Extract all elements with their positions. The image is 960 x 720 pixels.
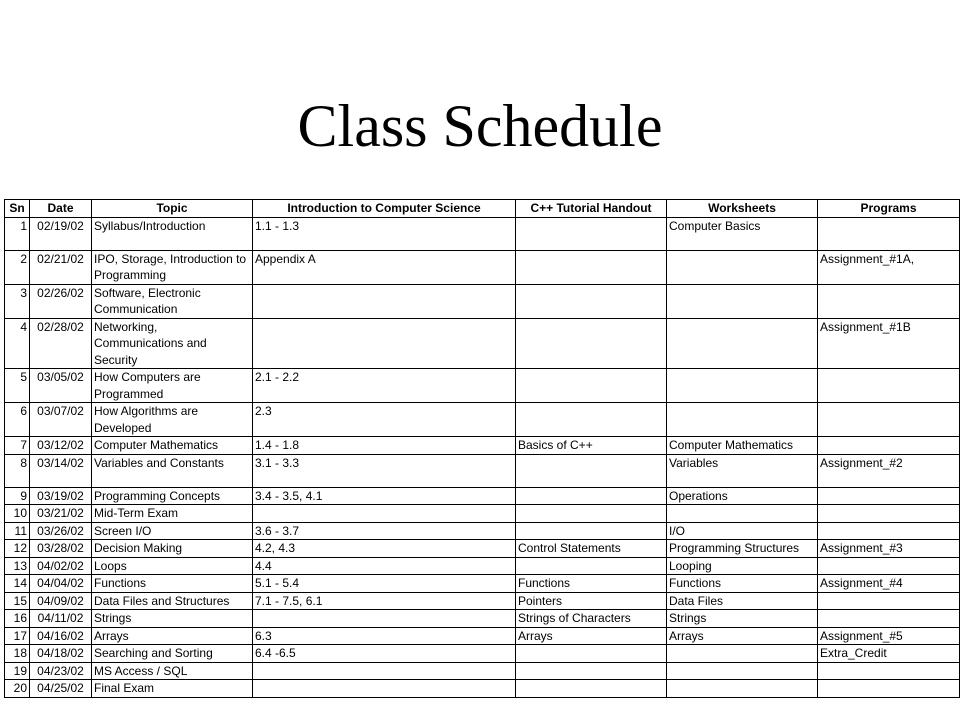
cell-programs — [818, 592, 960, 610]
cell-topic: Functions — [92, 575, 253, 593]
cell-sn: 13 — [5, 557, 30, 575]
cell-programs: Assignment_#1A, — [818, 250, 960, 284]
cell-topic: Variables and Constants — [92, 454, 253, 487]
cell-cpp-handout — [516, 454, 667, 487]
cell-topic: Loops — [92, 557, 253, 575]
cell-programs: Assignment_#1B — [818, 318, 960, 369]
cell-worksheets: Programming Structures — [667, 540, 818, 558]
cell-date: 04/09/02 — [30, 592, 92, 610]
cell-cpp-handout — [516, 505, 667, 523]
table-row — [5, 610, 960, 628]
table-row — [5, 645, 960, 663]
cell-cpp-handout: Functions — [516, 575, 667, 593]
cell-topic: Screen I/O — [92, 522, 253, 540]
cell-intro-cs: 3.6 - 3.7 — [253, 522, 516, 540]
cell-cpp-handout: Basics of C++ — [516, 437, 667, 455]
cell-programs — [818, 505, 960, 523]
table-row — [5, 522, 960, 540]
cell-cpp-handout: Control Statements — [516, 540, 667, 558]
cell-programs — [818, 522, 960, 540]
cell-programs — [818, 437, 960, 455]
cell-topic: Strings — [92, 610, 253, 628]
table-row — [5, 627, 960, 645]
table-body — [5, 217, 960, 697]
header-programs: Programs — [818, 200, 960, 218]
cell-programs — [818, 403, 960, 437]
cell-sn: 7 — [5, 437, 30, 455]
cell-cpp-handout — [516, 318, 667, 369]
cell-worksheets: Computer Basics — [667, 217, 818, 250]
cell-worksheets — [667, 369, 818, 403]
cell-intro-cs: 3.1 - 3.3 — [253, 454, 516, 487]
cell-intro-cs — [253, 662, 516, 680]
page-title: Class Schedule — [297, 93, 663, 159]
cell-intro-cs — [253, 680, 516, 698]
cell-topic: Arrays — [92, 627, 253, 645]
cell-sn: 16 — [5, 610, 30, 628]
cell-date: 02/19/02 — [30, 217, 92, 250]
cell-worksheets — [667, 662, 818, 680]
cell-programs — [818, 662, 960, 680]
cell-intro-cs — [253, 318, 516, 369]
cell-intro-cs: 1.4 - 1.8 — [253, 437, 516, 455]
table-row — [5, 403, 960, 437]
cell-worksheets — [667, 505, 818, 523]
cell-topic: Syllabus/Introduction — [92, 217, 253, 250]
cell-topic: How Computers are Programmed — [92, 369, 253, 403]
cell-programs: Assignment_#5 — [818, 627, 960, 645]
cell-sn: 19 — [5, 662, 30, 680]
cell-cpp-handout — [516, 487, 667, 505]
cell-cpp-handout — [516, 522, 667, 540]
cell-sn: 5 — [5, 369, 30, 403]
cell-topic: Final Exam — [92, 680, 253, 698]
cell-intro-cs: Appendix A — [253, 250, 516, 284]
cell-worksheets: Variables — [667, 454, 818, 487]
cell-topic: Decision Making — [92, 540, 253, 558]
cell-worksheets — [667, 680, 818, 698]
cell-intro-cs: 2.1 - 2.2 — [253, 369, 516, 403]
cell-date: 04/23/02 — [30, 662, 92, 680]
cell-worksheets: I/O — [667, 522, 818, 540]
cell-worksheets — [667, 318, 818, 369]
cell-cpp-handout: Arrays — [516, 627, 667, 645]
cell-sn: 4 — [5, 318, 30, 369]
cell-worksheets: Operations — [667, 487, 818, 505]
cell-sn: 10 — [5, 505, 30, 523]
cell-worksheets: Computer Mathematics — [667, 437, 818, 455]
cell-topic: Mid-Term Exam — [92, 505, 253, 523]
cell-programs — [818, 557, 960, 575]
cell-programs — [818, 369, 960, 403]
cell-sn: 1 — [5, 217, 30, 250]
cell-sn: 3 — [5, 284, 30, 318]
cell-sn: 12 — [5, 540, 30, 558]
cell-topic: MS Access / SQL — [92, 662, 253, 680]
cell-date: 02/28/02 — [30, 318, 92, 369]
cell-cpp-handout: Strings of Characters — [516, 610, 667, 628]
cell-date: 03/07/02 — [30, 403, 92, 437]
cell-sn: 14 — [5, 575, 30, 593]
cell-programs: Extra_Credit — [818, 645, 960, 663]
cell-topic: How Algorithms are Developed — [92, 403, 253, 437]
header-date: Date — [30, 200, 92, 218]
cell-date: 03/21/02 — [30, 505, 92, 523]
table-row — [5, 680, 960, 698]
cell-date: 04/18/02 — [30, 645, 92, 663]
cell-intro-cs: 3.4 - 3.5, 4.1 — [253, 487, 516, 505]
cell-topic: Data Files and Structures — [92, 592, 253, 610]
cell-intro-cs: 6.3 — [253, 627, 516, 645]
table-row — [5, 540, 960, 558]
cell-cpp-handout — [516, 403, 667, 437]
cell-topic: Networking, Communications and Security — [92, 318, 253, 369]
table-row — [5, 437, 960, 455]
cell-cpp-handout — [516, 250, 667, 284]
cell-sn: 15 — [5, 592, 30, 610]
table-row — [5, 250, 960, 284]
table-row — [5, 217, 960, 250]
cell-intro-cs: 4.4 — [253, 557, 516, 575]
cell-date: 03/14/02 — [30, 454, 92, 487]
cell-sn: 17 — [5, 627, 30, 645]
cell-programs: Assignment_#2 — [818, 454, 960, 487]
cell-programs — [818, 680, 960, 698]
cell-intro-cs: 6.4 -6.5 — [253, 645, 516, 663]
cell-programs: Assignment_#4 — [818, 575, 960, 593]
cell-sn: 11 — [5, 522, 30, 540]
cell-cpp-handout — [516, 557, 667, 575]
header-cpp-handout: C++ Tutorial Handout — [516, 200, 667, 218]
cell-cpp-handout — [516, 284, 667, 318]
cell-date: 04/02/02 — [30, 557, 92, 575]
cell-programs — [818, 487, 960, 505]
header-row — [5, 200, 960, 218]
cell-worksheets: Data Files — [667, 592, 818, 610]
cell-date: 02/26/02 — [30, 284, 92, 318]
cell-cpp-handout — [516, 369, 667, 403]
cell-intro-cs: 5.1 - 5.4 — [253, 575, 516, 593]
table-row — [5, 318, 960, 369]
cell-date: 03/26/02 — [30, 522, 92, 540]
cell-topic: Computer Mathematics — [92, 437, 253, 455]
header-intro-cs: Introduction to Computer Science — [253, 200, 516, 218]
cell-date: 04/04/02 — [30, 575, 92, 593]
table-row — [5, 487, 960, 505]
cell-sn: 20 — [5, 680, 30, 698]
cell-date: 04/16/02 — [30, 627, 92, 645]
table-row — [5, 454, 960, 487]
table-row — [5, 284, 960, 318]
cell-worksheets: Strings — [667, 610, 818, 628]
table-row — [5, 592, 960, 610]
header-topic: Topic — [92, 200, 253, 218]
cell-intro-cs: 7.1 - 7.5, 6.1 — [253, 592, 516, 610]
cell-topic: Searching and Sorting — [92, 645, 253, 663]
table-row — [5, 575, 960, 593]
cell-programs — [818, 217, 960, 250]
schedule-table — [4, 199, 960, 698]
cell-intro-cs: 1.1 - 1.3 — [253, 217, 516, 250]
cell-intro-cs — [253, 284, 516, 318]
table-row — [5, 369, 960, 403]
cell-date: 03/05/02 — [30, 369, 92, 403]
cell-sn: 6 — [5, 403, 30, 437]
cell-worksheets: Arrays — [667, 627, 818, 645]
cell-cpp-handout — [516, 217, 667, 250]
cell-date: 03/28/02 — [30, 540, 92, 558]
cell-worksheets: Functions — [667, 575, 818, 593]
table-row — [5, 662, 960, 680]
cell-sn: 2 — [5, 250, 30, 284]
header-worksheets: Worksheets — [667, 200, 818, 218]
cell-topic: Programming Concepts — [92, 487, 253, 505]
cell-date: 03/12/02 — [30, 437, 92, 455]
cell-topic: Software, Electronic Communication — [92, 284, 253, 318]
table-row — [5, 557, 960, 575]
cell-cpp-handout — [516, 645, 667, 663]
cell-cpp-handout: Pointers — [516, 592, 667, 610]
header-sn: Sn — [5, 200, 30, 218]
cell-date: 04/25/02 — [30, 680, 92, 698]
cell-cpp-handout — [516, 662, 667, 680]
cell-intro-cs — [253, 505, 516, 523]
cell-sn: 18 — [5, 645, 30, 663]
cell-cpp-handout — [516, 680, 667, 698]
cell-topic: IPO, Storage, Introduction to Programming — [92, 250, 253, 284]
cell-worksheets — [667, 250, 818, 284]
cell-programs — [818, 610, 960, 628]
cell-programs: Assignment_#3 — [818, 540, 960, 558]
cell-worksheets: Looping — [667, 557, 818, 575]
cell-sn: 9 — [5, 487, 30, 505]
cell-worksheets — [667, 403, 818, 437]
cell-intro-cs: 4.2, 4.3 — [253, 540, 516, 558]
cell-date: 03/19/02 — [30, 487, 92, 505]
cell-date: 04/11/02 — [30, 610, 92, 628]
table-row — [5, 505, 960, 523]
cell-worksheets — [667, 284, 818, 318]
cell-programs — [818, 284, 960, 318]
cell-intro-cs — [253, 610, 516, 628]
cell-worksheets — [667, 645, 818, 663]
cell-sn: 8 — [5, 454, 30, 487]
cell-date: 02/21/02 — [30, 250, 92, 284]
cell-intro-cs: 2.3 — [253, 403, 516, 437]
